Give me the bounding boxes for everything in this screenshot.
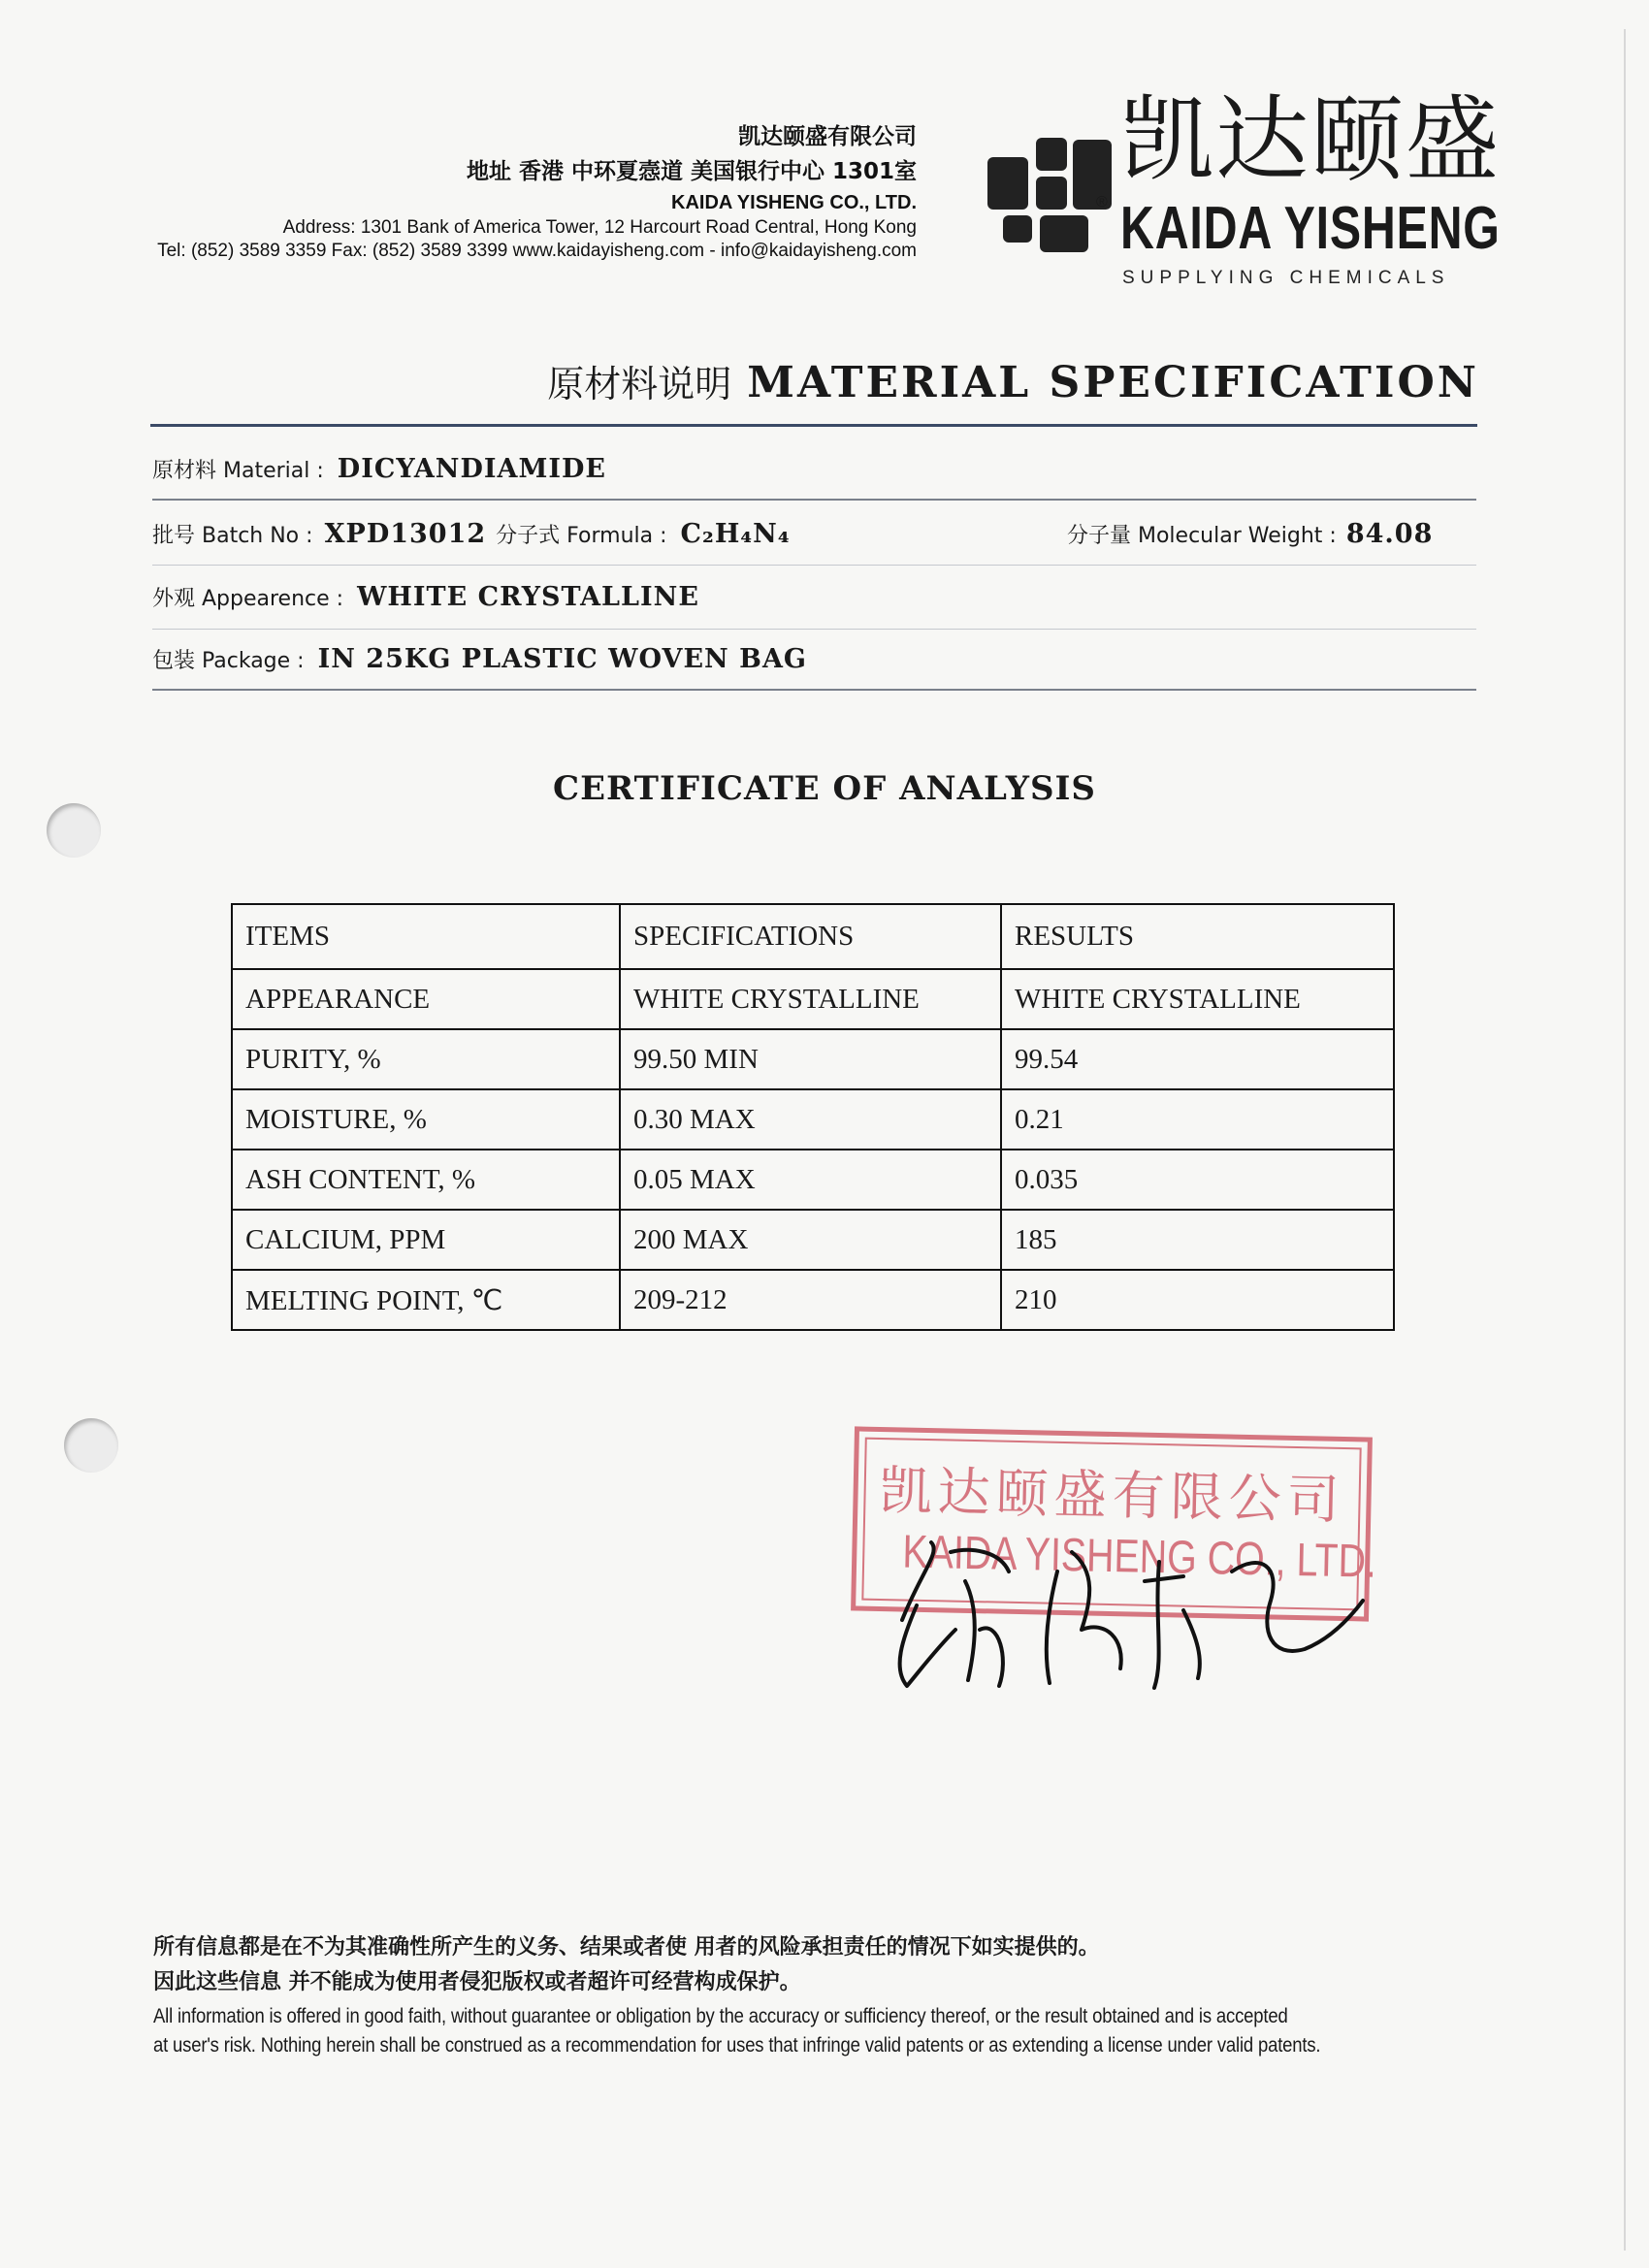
document-title	[547, 354, 1479, 407]
disclaimer-en-line-2: at user's risk. Nothing herein shall be construed as a recommendation for uses that infringe valid patents or as extending a license under valid patents.	[153, 2033, 1321, 2057]
handwritten-signature	[863, 1513, 1377, 1698]
disclaimer-en-line-1: All information is offered in good faith, without guarantee or obligation by the accuracy or sufficiency thereof, or the result obtained and is accepted	[153, 2004, 1288, 2027]
square-blocks-logo-icon	[987, 138, 1112, 252]
table-cell: 209-212	[620, 1270, 1001, 1330]
disclaimer-cn-line-2: 因此这些信息 并不能成为使用者侵犯版权或者超许可经营构成保护。	[153, 1970, 801, 1994]
brand-name-en: KAIDA YISHENG	[1120, 195, 1501, 262]
brand-name-cn: 凯达颐盛	[1120, 85, 1501, 194]
table-cell: ASH CONTENT, %	[232, 1150, 620, 1210]
batch-row	[152, 519, 791, 549]
table-header-row	[232, 904, 1394, 969]
table-row	[232, 1089, 1394, 1150]
molecular-weight-row	[1067, 519, 1433, 549]
company-address-en: Address: 1301 Bank of America Tower, 12 Harcourt Road Central, Hong Kong	[282, 217, 917, 238]
appearance-row	[152, 582, 699, 612]
package-value: IN 25KG PLASTIC WOVEN BAG	[317, 644, 807, 674]
table-cell: WHITE CRYSTALLINE	[620, 969, 1001, 1029]
table-cell: PURITY, %	[232, 1029, 620, 1089]
table-row	[232, 1270, 1394, 1330]
column-header: RESULTS	[1001, 904, 1394, 969]
table-cell: MELTING POINT, ℃	[232, 1270, 620, 1330]
table-row	[232, 969, 1394, 1029]
table-cell: 0.30 MAX	[620, 1089, 1001, 1150]
column-header: ITEMS	[232, 904, 620, 969]
appearance-value: WHITE CRYSTALLINE	[357, 582, 699, 612]
document-title-en: MATERIAL SPECIFICATION	[747, 358, 1479, 407]
brand-tagline: SUPPLYING CHEMICALS	[1122, 268, 1450, 288]
batch-value: XPD13012	[324, 519, 487, 549]
table-cell: 210	[1001, 1270, 1394, 1330]
table-cell: 0.21	[1001, 1089, 1394, 1150]
table-cell: 0.05 MAX	[620, 1150, 1001, 1210]
table-cell: WHITE CRYSTALLINE	[1001, 969, 1394, 1029]
batch-label: 批号 Batch No :	[152, 524, 313, 548]
punch-hole-upper	[47, 803, 101, 858]
stamp-text-cn: 凯达颐盛有限公司	[879, 1459, 1346, 1532]
analysis-table	[231, 903, 1395, 1331]
title-divider	[150, 424, 1477, 427]
page-edge	[1624, 29, 1626, 2251]
package-row	[152, 644, 807, 674]
column-header: SPECIFICATIONS	[620, 904, 1001, 969]
material-row	[152, 454, 606, 484]
registered-mark: ®	[1096, 194, 1108, 211]
molecular-weight-value: 84.08	[1345, 519, 1434, 549]
company-contact: Tel: (852) 3589 3359 Fax: (852) 3589 3399 www.kaidayisheng.com - info@kaidayisheng.com	[157, 241, 917, 261]
table-cell: MOISTURE, %	[232, 1089, 620, 1150]
field-divider	[152, 565, 1476, 566]
material-value: DICYANDIAMIDE	[337, 454, 606, 484]
document-title-cn: 原材料说明	[547, 363, 732, 405]
table-cell: 99.54	[1001, 1029, 1394, 1089]
company-name-en: KAIDA YISHENG CO., LTD.	[671, 192, 917, 213]
appearance-label: 外观 Appearence :	[152, 587, 344, 611]
package-label: 包装 Package :	[152, 649, 305, 673]
coa-title: CERTIFICATE OF ANALYSIS	[553, 769, 1096, 808]
field-divider	[152, 499, 1476, 501]
stamp-text-en: KAIDA YISHENG CO., LTD.	[901, 1526, 1377, 1588]
field-divider	[152, 689, 1476, 691]
table-row	[232, 1029, 1394, 1089]
table-cell: 185	[1001, 1210, 1394, 1270]
table-row	[232, 1150, 1394, 1210]
field-divider	[152, 629, 1476, 630]
table-cell: CALCIUM, PPM	[232, 1210, 620, 1270]
table-cell: 0.035	[1001, 1150, 1394, 1210]
table-row	[232, 1210, 1394, 1270]
molecular-weight-label: 分子量 Molecular Weight :	[1067, 524, 1337, 548]
disclaimer-cn-line-1: 所有信息都是在不为其准确性所产生的义务、结果或者使 用者的风险承担责任的情况下如实提供的。	[153, 1935, 1100, 1960]
table-cell: APPEARANCE	[232, 969, 620, 1029]
punch-hole-lower	[64, 1418, 118, 1473]
company-name-cn: 凯达颐盛有限公司	[738, 124, 917, 149]
table-cell: 99.50 MIN	[620, 1029, 1001, 1089]
formula-label: 分子式 Formula :	[496, 524, 667, 548]
company-address-cn: 地址 香港 中环夏悫道 美国银行中心 1301室	[466, 159, 917, 184]
formula-value: C₂H₄N₄	[680, 519, 791, 549]
material-label: 原材料 Material :	[152, 459, 324, 483]
table-cell: 200 MAX	[620, 1210, 1001, 1270]
